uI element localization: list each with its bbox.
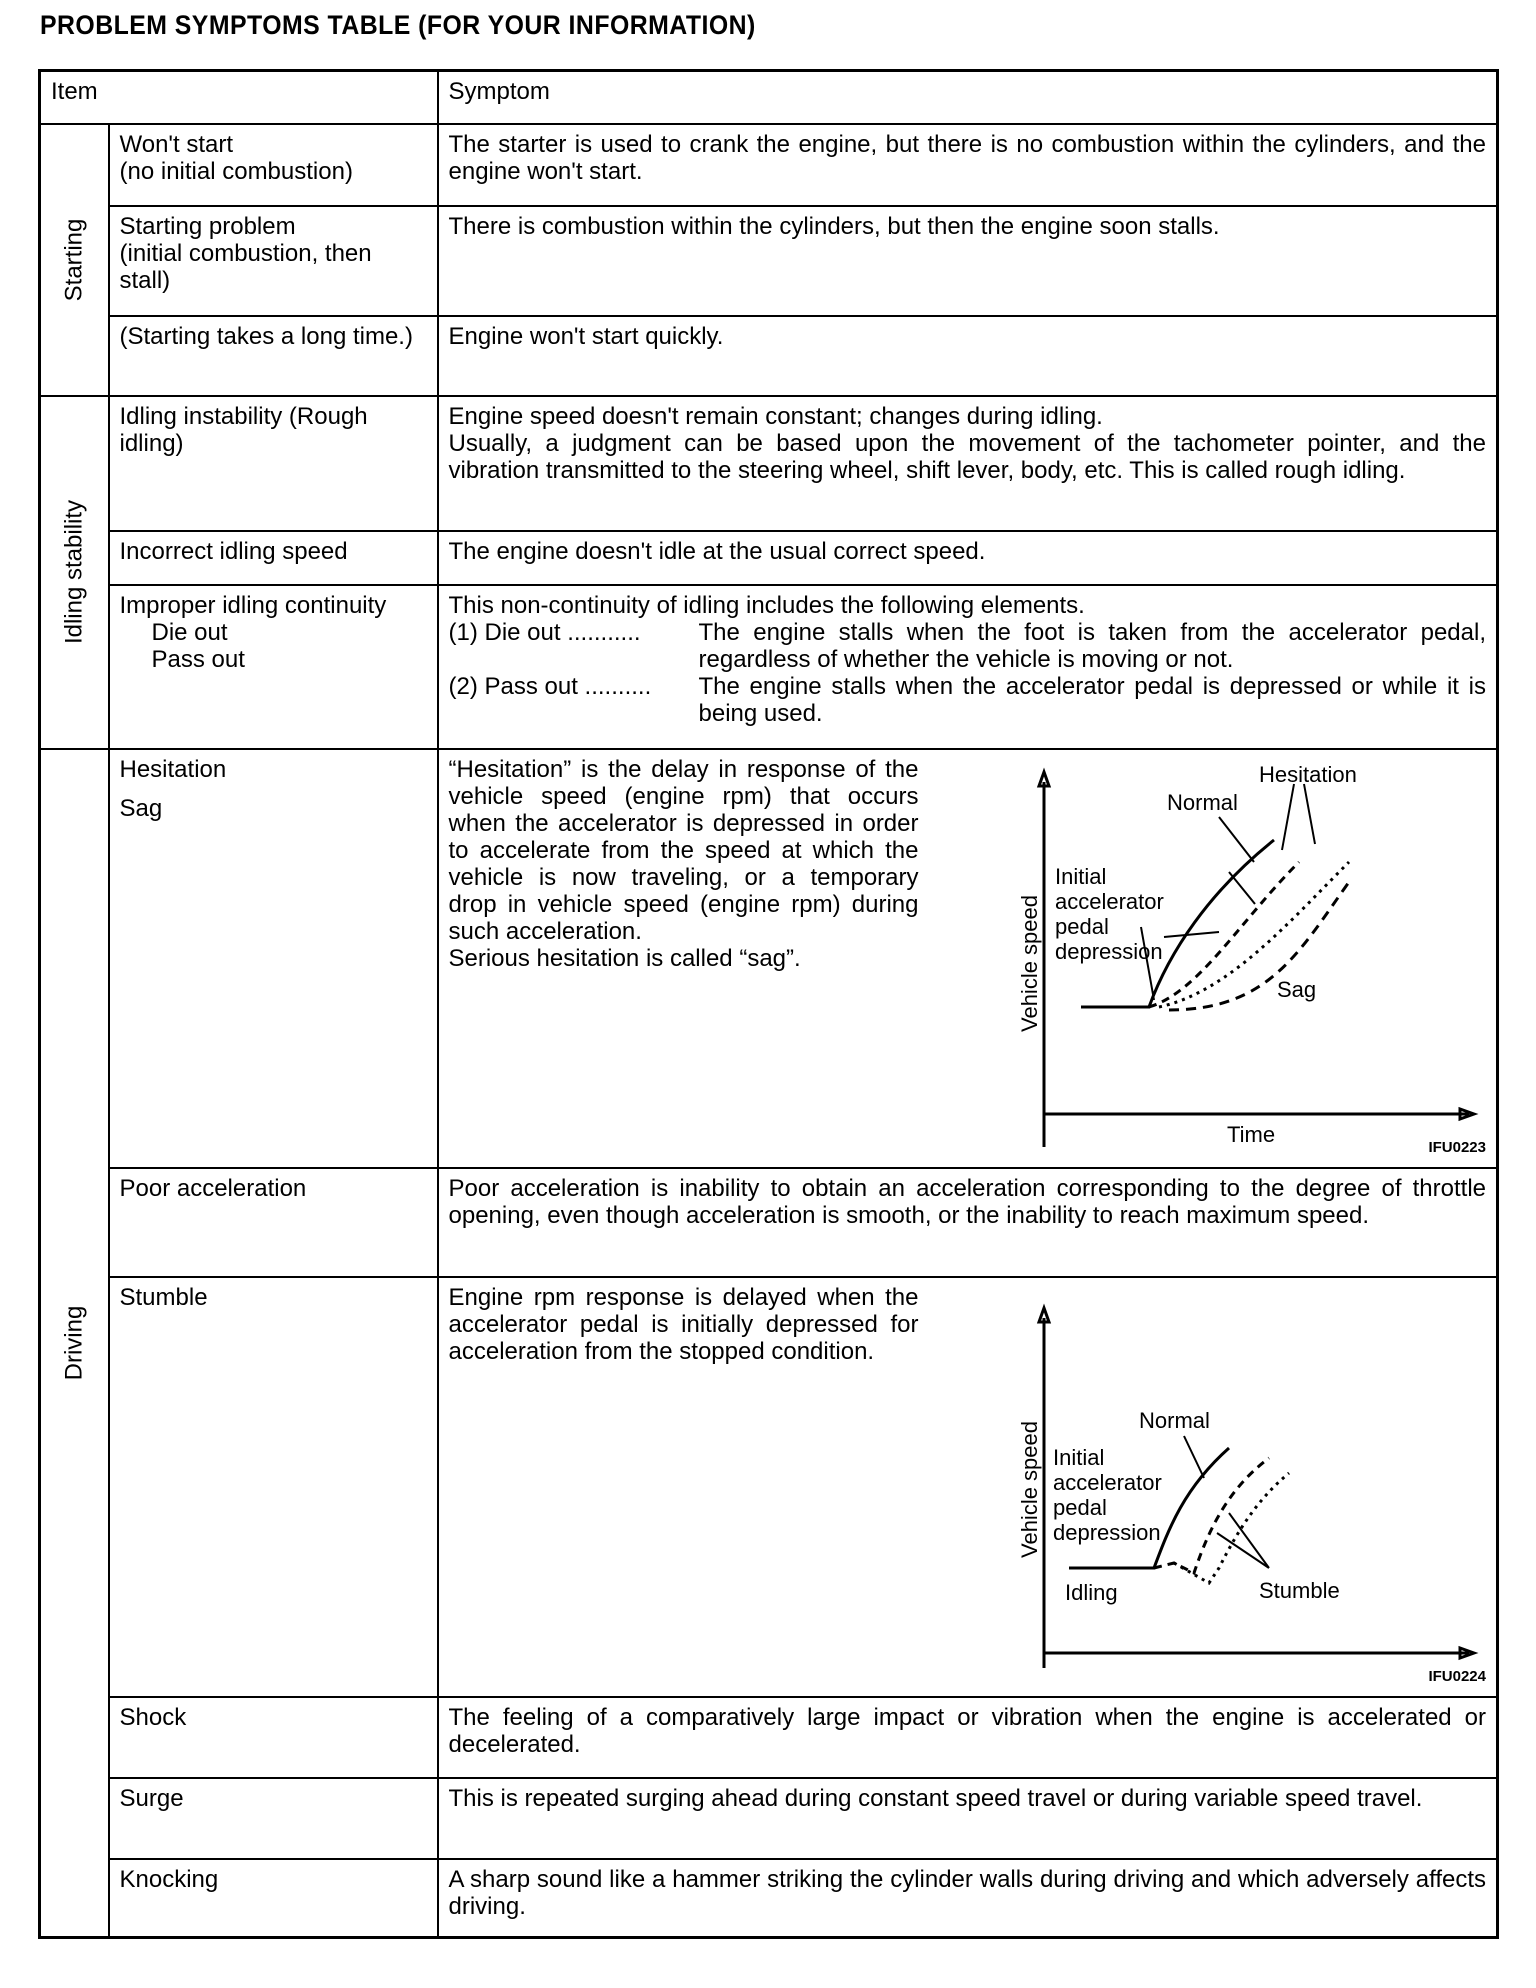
group-label: Idling stability [60, 499, 88, 645]
item-cell: Surge [109, 1778, 438, 1859]
item-label: Improper idling continuity [119, 591, 387, 619]
label-initial: accelerator [1052, 1469, 1162, 1495]
label-initial: Initial [1052, 1444, 1104, 1470]
item-cell: Knocking [109, 1859, 438, 1938]
group-starting [40, 124, 109, 396]
symptom-cell [438, 749, 1498, 1168]
table-row [40, 396, 1498, 531]
group-label: Driving [60, 1305, 88, 1381]
item-label: Starting problem [119, 212, 296, 240]
label-idling: Idling [1064, 1579, 1118, 1605]
element-text: The engine stalls when the foot is taken from the accelerator pedal, regardless of whether the vehicle is moving or not. [698, 618, 1486, 673]
item-sublabel: Pass out [151, 645, 245, 673]
group-label: Starting [60, 218, 88, 301]
header-symptom: Symptom [438, 71, 1498, 124]
item-cell: (Starting takes a long time.) [109, 316, 438, 396]
symptom-text: Serious hesitation is called “sag”. [448, 944, 801, 972]
item-label: Won't start [119, 130, 234, 158]
figure-code: IFU0224 [1428, 1667, 1486, 1685]
page-title: PROBLEM SYMPTOMS TABLE (FOR YOUR INFORMATION) [40, 10, 756, 40]
x-axis-label: Time [1226, 1121, 1275, 1147]
item-cell: Shock [109, 1697, 438, 1778]
problem-symptoms-table [38, 69, 1499, 1939]
label-sag: Sag [1276, 976, 1316, 1002]
symptom-cell: A sharp sound like a hammer striking the cylinder walls during driving and which adversely affects driving. [438, 1859, 1498, 1938]
item-cell: Incorrect idling speed [109, 531, 438, 585]
table-row [40, 1697, 1498, 1778]
label-hesitation: Hesitation [1258, 761, 1357, 787]
item-label: Sag [119, 794, 163, 822]
table-row [40, 1277, 1498, 1697]
symptom-cell: The feeling of a comparatively large impact or vibration when the engine is accelerated or decelerated. [438, 1697, 1498, 1778]
y-axis-label: Vehicle speed [1016, 1420, 1042, 1558]
table-row [40, 316, 1498, 396]
symptom-text: Engine speed doesn't remain constant; changes during idling. [448, 402, 1103, 430]
element-text: The engine stalls when the accelerator pedal is depressed or while it is being used. [698, 672, 1486, 727]
item-cell: Idling instability (Rough idling) [109, 396, 438, 531]
header-item: Item [40, 71, 438, 124]
leader-lines [1184, 1436, 1269, 1568]
table-header-row [40, 71, 1498, 124]
table-row [40, 1168, 1498, 1277]
symptom-cell [438, 396, 1498, 531]
label-initial: depression [1054, 938, 1163, 964]
table-row [40, 531, 1498, 585]
item-cell: Poor acceleration [109, 1168, 438, 1277]
y-axis-label: Vehicle speed [1016, 894, 1042, 1032]
symptom-cell: The engine doesn't idle at the usual correct speed. [438, 531, 1498, 585]
item-label: Hesitation [119, 755, 227, 783]
label-stumble: Stumble [1258, 1577, 1340, 1603]
table-row [40, 749, 1498, 1168]
symptom-text: “Hesitation” is the delay in response of the vehicle speed (engine rpm) that occurs when the accelerator is depressed in order to accelerate from the speed at which the vehicle is now traveling, or a temporary drop in vehicle speed (engine rpm) during such acceleration. [448, 755, 919, 945]
figure-code: IFU0223 [1428, 1138, 1486, 1156]
group-driving [40, 749, 109, 1938]
item-sublabel: (initial combustion, then stall) [119, 239, 372, 294]
table-row [40, 124, 1498, 206]
item-sublabel: (no initial combustion) [119, 157, 353, 185]
label-initial: pedal [1054, 913, 1109, 939]
label-normal: Normal [1166, 789, 1238, 815]
symptom-cell: This is repeated surging ahead during constant speed travel or during variable speed travel. [438, 1778, 1498, 1859]
item-sublabel: Die out [151, 618, 228, 646]
item-cell [109, 585, 438, 749]
group-idling-stability [40, 396, 109, 749]
stumble-diagram [969, 1298, 1499, 1678]
sag-curve [1169, 882, 1349, 1010]
hesitation-diagram [969, 752, 1499, 1152]
table-row [40, 585, 1498, 749]
symptom-cell: Poor acceleration is inability to obtain an acceleration corresponding to the degree of throttle opening, even though acceleration is smooth, or the inability to reach maximum speed. [438, 1168, 1498, 1277]
symptom-text: This non-continuity of idling includes the following elements. [448, 591, 1085, 619]
item-cell [109, 749, 438, 1168]
item-cell [109, 206, 438, 316]
label-normal: Normal [1138, 1407, 1210, 1433]
symptom-text: Engine rpm response is delayed when the accelerator pedal is initially depressed for acceleration from the stopped condition. [448, 1283, 919, 1365]
label-initial: Initial [1054, 863, 1106, 889]
symptom-text: Usually, a judgment can be based upon the movement of the tachometer pointer, and the vibration transmitted to the steering wheel, shift lever, body, etc. This is called rough idling. [448, 429, 1486, 484]
label-initial: depression [1052, 1519, 1161, 1545]
table-row [40, 1859, 1498, 1938]
label-initial: accelerator [1054, 888, 1164, 914]
symptom-cell [438, 1277, 1498, 1697]
element-label: (2) Pass out .......... [448, 672, 652, 700]
element-label: (1) Die out ........... [448, 618, 641, 646]
symptom-cell [438, 585, 1498, 749]
symptom-cell: Engine won't start quickly. [438, 316, 1498, 396]
label-initial: pedal [1052, 1494, 1107, 1520]
table-row [40, 206, 1498, 316]
item-cell [109, 124, 438, 206]
symptom-cell: There is combustion within the cylinders, but then the engine soon stalls. [438, 206, 1498, 316]
table-row [40, 1778, 1498, 1859]
item-cell: Stumble [109, 1277, 438, 1697]
symptom-cell: The starter is used to crank the engine, but there is no combustion within the cylinders, and the engine won't start. [438, 124, 1498, 206]
